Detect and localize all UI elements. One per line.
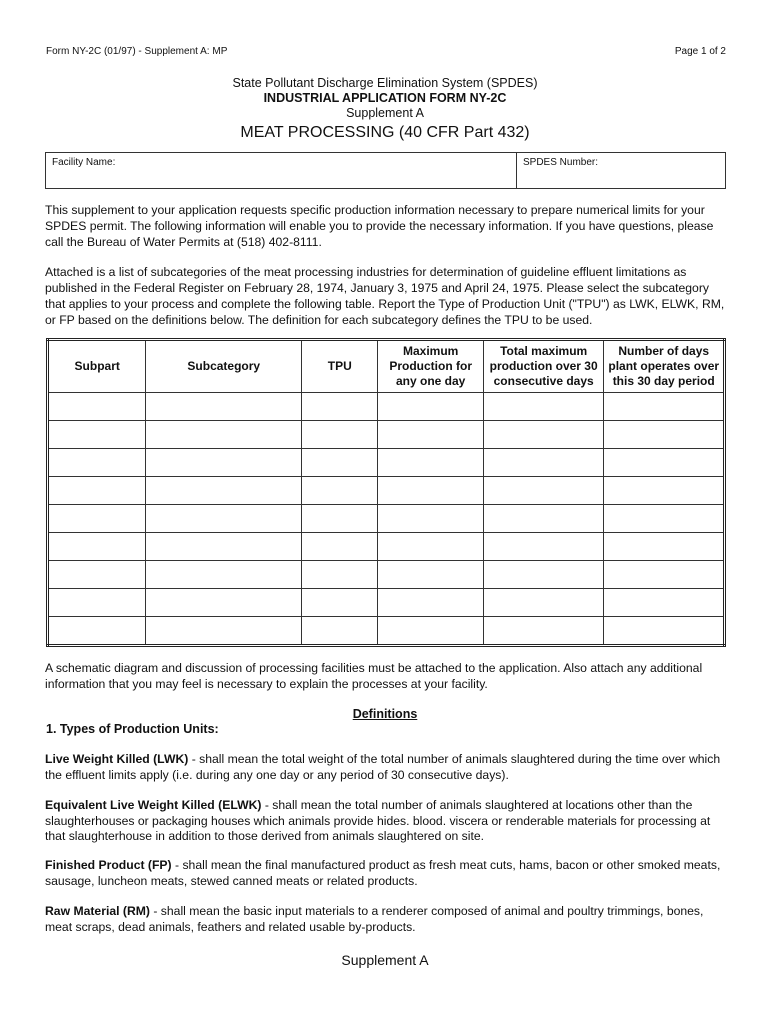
definition-lwk <box>45 752 728 783</box>
table-cell-input[interactable] <box>483 617 604 646</box>
table-cell-input[interactable] <box>483 561 604 589</box>
table-cell-input[interactable] <box>146 505 302 533</box>
table-cell-input[interactable] <box>48 421 146 449</box>
table-cell-input[interactable] <box>378 533 483 561</box>
table-row <box>48 589 725 617</box>
table-cell-input[interactable] <box>48 617 146 646</box>
table-cell-input[interactable] <box>302 477 378 505</box>
title-block <box>0 76 770 143</box>
table-cell-input[interactable] <box>604 477 725 505</box>
table-cell-input[interactable] <box>604 589 725 617</box>
page-number: Page 1 of 2 <box>674 46 726 57</box>
col-total-max-production-30: Total maximum production over 30 consecutive days <box>483 340 604 393</box>
table-cell-input[interactable] <box>378 393 483 421</box>
spdes-number-field[interactable] <box>517 153 604 188</box>
table-row <box>48 477 725 505</box>
table-cell-input[interactable] <box>146 589 302 617</box>
page-title: MEAT PROCESSING (40 CFR Part 432) <box>240 124 530 141</box>
table-cell-input[interactable] <box>48 505 146 533</box>
table-cell-input[interactable] <box>483 589 604 617</box>
table-cell-input[interactable] <box>378 505 483 533</box>
table-cell-input[interactable] <box>302 533 378 561</box>
col-subcategory: Subcategory <box>146 340 302 393</box>
table-cell-input[interactable] <box>146 449 302 477</box>
table-cell-input[interactable] <box>604 561 725 589</box>
intro-paragraph-2: Attached is a list of subcategories of the meat processing industries for determination of guideline effluent limitations as published in the Federal Register on February 28, 1974, January 3, 1975 and April 24, 1975. Please select the subcategory that applies to your process and complete the following table. Report the Type of Production Unit ("TPU") as LWK, ELWK, RM, or FP based on the definitions below. The definition for each subcategory defines the TPU to be used. <box>45 265 725 327</box>
form-id: Form NY-2C (01/97) - Supplement A: MP <box>46 46 228 57</box>
definition-term: Live Weight Killed (LWK) <box>45 752 189 766</box>
title-line1: State Pollutant Discharge Elimination System (SPDES) <box>232 76 538 90</box>
table-cell-input[interactable] <box>604 421 725 449</box>
table-cell-input[interactable] <box>378 561 483 589</box>
attach-note: A schematic diagram and discussion of processing facilities must be attached to the application. Also attach any additional information that you may feel is necessary to explain the processes at your facility. <box>45 661 703 691</box>
table-cell-input[interactable] <box>48 393 146 421</box>
table-cell-input[interactable] <box>604 393 725 421</box>
table-cell-input[interactable] <box>146 533 302 561</box>
table-cell-input[interactable] <box>483 393 604 421</box>
intro-paragraph-1: This supplement to your application requests specific production information necessary to prepare numerical limits for your SPDES permit. The following information will enable you to provide the necessary information. If you have questions, please call the Bureau of Water Permits at (518) 402-8111. <box>45 203 714 249</box>
table-cell-input[interactable] <box>48 561 146 589</box>
definition-fp <box>45 858 728 889</box>
definition-text: - shall mean the basic input materials to a renderer composed of animal and poultry trimmings, bones, meat scraps, dead animals, feathers and related usable by-products. <box>45 904 704 934</box>
col-tpu: TPU <box>302 340 378 393</box>
table-cell-input[interactable] <box>146 561 302 589</box>
table-cell-input[interactable] <box>604 533 725 561</box>
definitions-subheading: 1. Types of Production Units: <box>46 722 219 736</box>
table-cell-input[interactable] <box>604 617 725 646</box>
page-footer: Supplement A <box>341 952 429 968</box>
table-cell-input[interactable] <box>483 449 604 477</box>
col-max-production-day: Maximum Production for any one day <box>378 340 483 393</box>
title-line2: INDUSTRIAL APPLICATION FORM NY-2C <box>263 91 507 105</box>
table-cell-input[interactable] <box>604 505 725 533</box>
table-cell-input[interactable] <box>146 617 302 646</box>
table-row <box>48 617 725 646</box>
table-cell-input[interactable] <box>302 505 378 533</box>
table-cell-input[interactable] <box>302 561 378 589</box>
table-cell-input[interactable] <box>302 393 378 421</box>
table-row <box>48 533 725 561</box>
table-cell-input[interactable] <box>48 533 146 561</box>
table-cell-input[interactable] <box>378 449 483 477</box>
table-cell-input[interactable] <box>146 421 302 449</box>
definition-rm <box>45 904 728 935</box>
table-cell-input[interactable] <box>378 421 483 449</box>
definition-text: - shall mean the final manufactured product as fresh meat cuts, hams, bacon or other smoked meats, sausage, luncheon meats, stewed canned meats or related products. <box>45 858 721 888</box>
table-cell-input[interactable] <box>48 449 146 477</box>
definition-term: Finished Product (FP) <box>45 858 172 872</box>
table-cell-input[interactable] <box>378 477 483 505</box>
table-row <box>48 561 725 589</box>
table-row <box>48 421 725 449</box>
definition-text: - shall mean the total weight of the total number of animals slaughtered during the time over which the effluent limits apply (i.e. during any one day or any period of 30 consecutive days). <box>45 752 721 782</box>
facility-name-field[interactable] <box>46 153 517 188</box>
table-cell-input[interactable] <box>146 477 302 505</box>
table-cell-input[interactable] <box>146 393 302 421</box>
table-cell-input[interactable] <box>48 477 146 505</box>
table-cell-input[interactable] <box>302 617 378 646</box>
table-cell-input[interactable] <box>604 449 725 477</box>
definition-text: - shall mean the total number of animals slaughtered at locations other than the slaughterhouses or packaging houses which animals provide hides. blood. viscera or renderable materials for processing at that slaughterhouse in addition to those derived from animals slaughtered on site. <box>45 798 711 843</box>
table-cell-input[interactable] <box>378 589 483 617</box>
col-days-operating: Number of days plant operates over this 30 day period <box>604 340 725 393</box>
definition-elwk <box>45 798 728 845</box>
table-row <box>48 449 725 477</box>
definition-term: Raw Material (RM) <box>45 904 150 918</box>
table-cell-input[interactable] <box>483 477 604 505</box>
facility-info-box <box>45 152 726 189</box>
table-cell-input[interactable] <box>302 589 378 617</box>
spdes-number-label: SPDES Number: <box>523 157 599 168</box>
table-cell-input[interactable] <box>483 505 604 533</box>
table-row <box>48 505 725 533</box>
table-row <box>48 393 725 421</box>
table-cell-input[interactable] <box>302 449 378 477</box>
table-cell-input[interactable] <box>48 589 146 617</box>
table-cell-input[interactable] <box>483 421 604 449</box>
table-cell-input[interactable] <box>483 533 604 561</box>
table-body <box>48 393 725 646</box>
col-subpart: Subpart <box>48 340 146 393</box>
facility-name-label: Facility Name: <box>52 157 116 168</box>
table-cell-input[interactable] <box>302 421 378 449</box>
production-table <box>46 338 726 647</box>
title-line3: Supplement A <box>346 106 424 120</box>
definitions-heading: Definitions <box>352 707 418 721</box>
table-header-row <box>48 340 725 393</box>
table-cell-input[interactable] <box>378 617 483 646</box>
definition-term: Equivalent Live Weight Killed (ELWK) <box>45 798 262 812</box>
